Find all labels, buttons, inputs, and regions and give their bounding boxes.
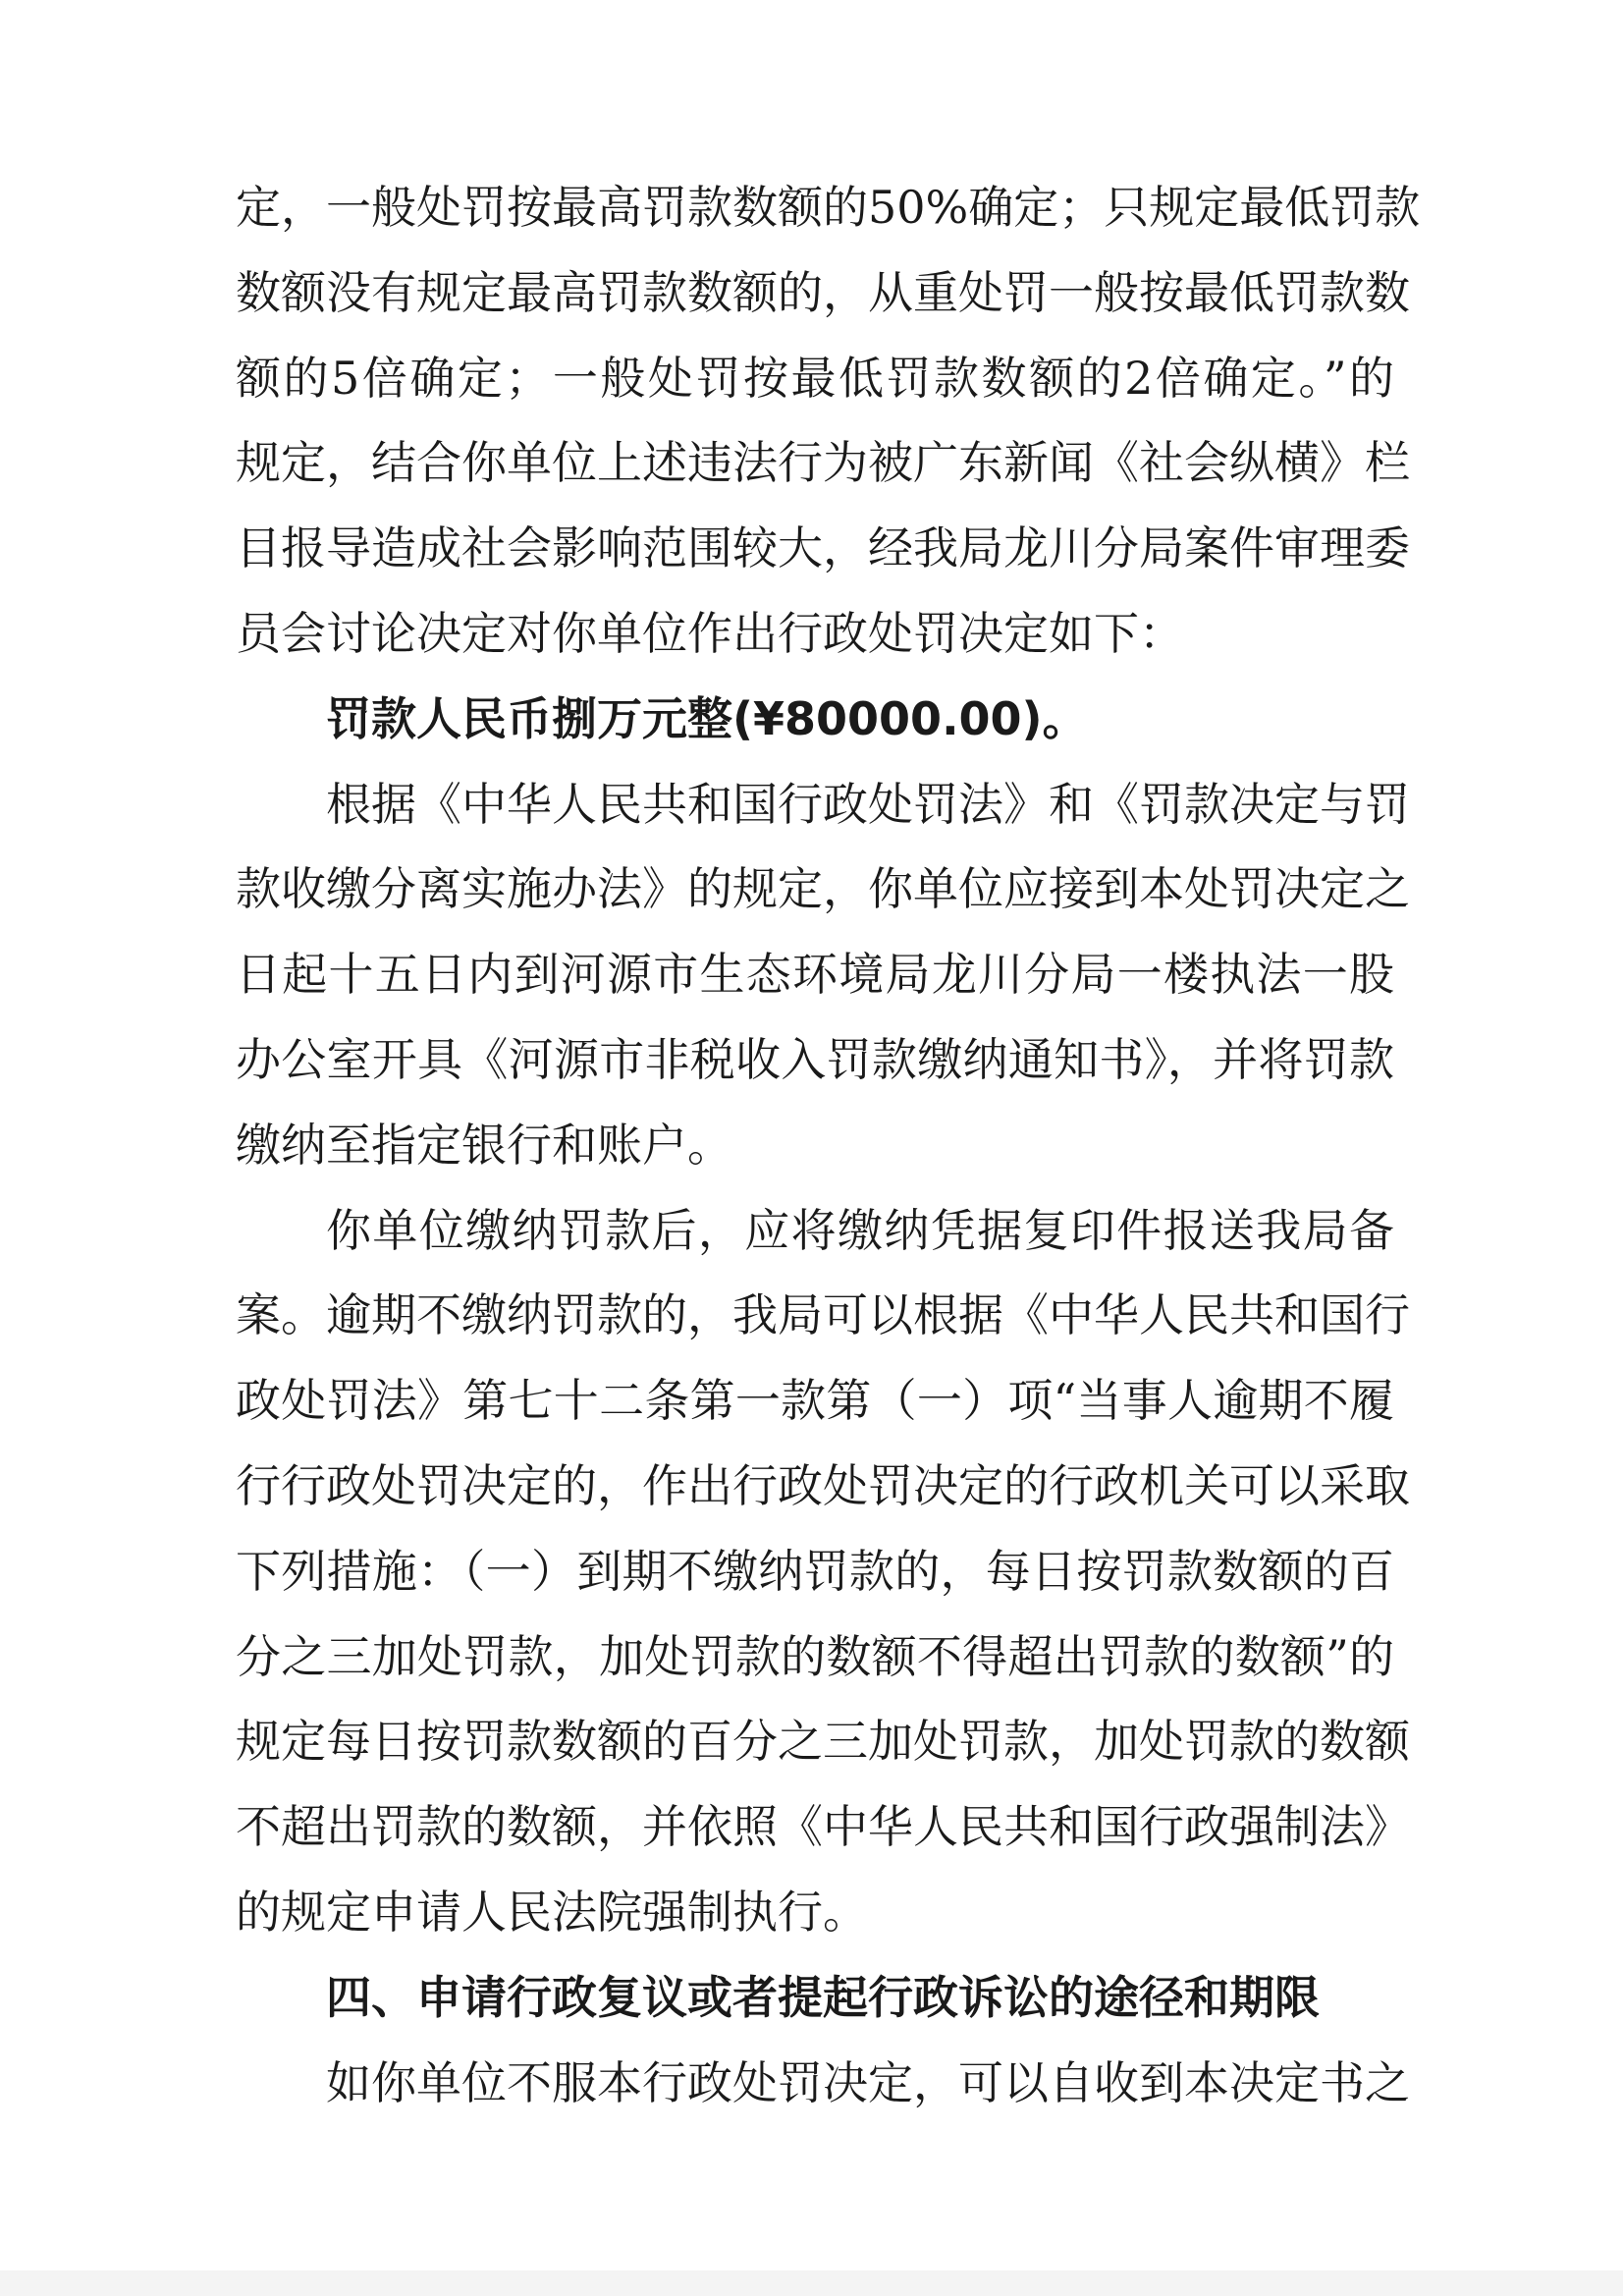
section-heading: 四、申请行政复议或者提起行政诉讼的途径和期限 bbox=[326, 1970, 1320, 2024]
scan-edge bbox=[0, 2270, 1623, 2296]
text-line: 分之三加处罚款，加处罚款的数额不得超出罚款的数额”的 bbox=[236, 1629, 1394, 1683]
text-line: 你单位缴纳罚款后，应将缴纳凭据复印件报送我局备 bbox=[326, 1203, 1394, 1257]
text-line: 下列措施：（一）到期不缴纳罚款的，每日按罚款数额的百 bbox=[236, 1544, 1394, 1598]
text-line: 不超出罚款的数额，并依照《中华人民共和国行政强制法》 bbox=[236, 1800, 1410, 1854]
text-line: 额的5倍确定；一般处罚按最低罚款数额的2倍确定。”的 bbox=[236, 351, 1394, 405]
text-line: 根据《中华人民共和国行政处罚法》和《罚款决定与罚 bbox=[326, 777, 1410, 831]
text-line: 员会讨论决定对你单位作出行政处罚决定如下： bbox=[236, 606, 1184, 660]
text-line: 行行政处罚决定的，作出行政处罚决定的行政机关可以采取 bbox=[236, 1458, 1410, 1512]
text-line: 数额没有规定最高罚款数额的，从重处罚一般按最低罚款数 bbox=[236, 265, 1410, 319]
text-line: 日起十五日内到河源市生态环境局龙川分局一楼执法一股 bbox=[236, 948, 1394, 1002]
penalty-amount: 罚款人民币捌万元整(¥80000.00)。 bbox=[326, 691, 1088, 745]
document-body bbox=[236, 165, 1421, 2125]
text-line: 如你单位不服本行政处罚决定，可以自收到本决定书之 bbox=[326, 2055, 1410, 2109]
text-line: 案。逾期不缴纳罚款的，我局可以根据《中华人民共和国行 bbox=[236, 1288, 1410, 1342]
text-line: 办公室开具《河源市非税收入罚款缴纳通知书》，并将罚款 bbox=[236, 1032, 1394, 1086]
text-line: 款收缴分离实施办法》的规定，你单位应接到本处罚决定之 bbox=[236, 862, 1410, 916]
text-line: 规定，结合你单位上述违法行为被广东新闻《社会纵横》栏 bbox=[236, 436, 1410, 490]
text-line: 缴纳至指定银行和账户。 bbox=[236, 1118, 732, 1172]
text-line: 目报导造成社会影响范围较大，经我局龙川分局案件审理委 bbox=[236, 521, 1410, 575]
text-line: 的规定申请人民法院强制执行。 bbox=[236, 1885, 868, 1939]
text-line: 定，一般处罚按最高罚款数额的50%确定；只规定最低罚款 bbox=[236, 181, 1421, 234]
text-line: 规定每日按罚款数额的百分之三加处罚款，加处罚款的数额 bbox=[236, 1715, 1410, 1769]
text-line: 政处罚法》第七十二条第一款第（一）项“当事人逾期不履 bbox=[236, 1374, 1394, 1428]
